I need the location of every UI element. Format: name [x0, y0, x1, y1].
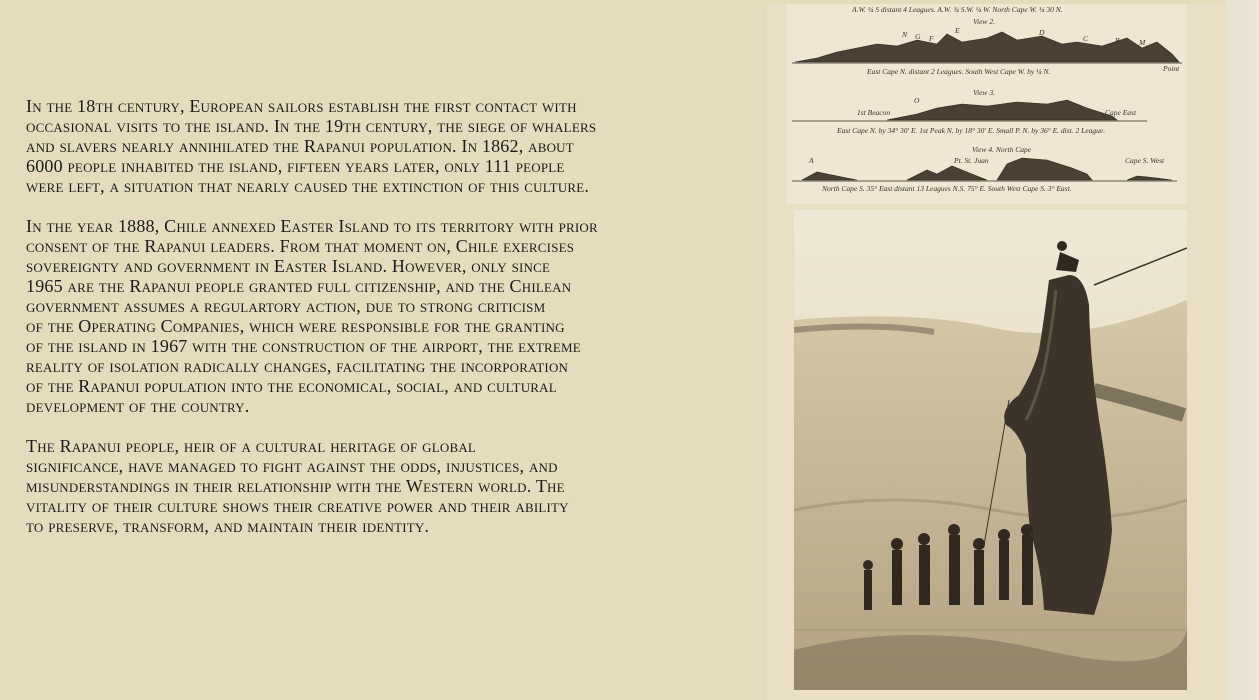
view2-caption: East Cape N. distant 2 Leagues. South West Cape W. by ¼ N. [867, 67, 1051, 76]
top-caption: A.W. ¼ S distant 4 Leagues. A.W. ¾ S.W. ¼ W. North Cape W. ¼ 30 N. [852, 5, 1063, 14]
view4-caption: North Cape S. 35° East distant 13 Leagues N.S. 75° E. South West Cape S. 3° East. [822, 184, 1072, 193]
view2-right: Point [1163, 64, 1180, 73]
view4-right: Cape S. West [1125, 156, 1165, 165]
view3-left: 1st Beacon [857, 108, 891, 117]
coastline-profiles-drawing [787, 4, 1187, 204]
view2-letter-f: F [929, 34, 934, 43]
view2-label: View 2. [973, 17, 995, 26]
paragraph-rapanui-people: The Rapanui people, heir of a cultural heritage of global significance, have managed to fight against the odds, injustices, and misunderstandings in their relationship with the Western world. The vitality of their culture shows their creative power and their ability to preserve, transform, and maintain their identity. [26, 436, 569, 536]
view2-letter-g: G [915, 32, 921, 41]
view2-letter-m: M [1139, 38, 1146, 47]
view3-right: Cape East [1105, 108, 1137, 117]
view2-letter-e: E [955, 26, 960, 35]
page-margin [1225, 0, 1259, 700]
moai-photograph [794, 210, 1187, 690]
paragraph-annexation: In the year 1888, Chile annexed Easter Island to its territory with prior consent of the Rapanui leaders. From that moment on, Chile exercises sovereignty and government in Easter Island. However, only since 1965 are the Rapanui people granted full citizenship, and the Chilean government assumes a regulartory action, due to strong criticism of the Operating Companies, which were responsible for the granting of the island in 1967 with the construction of the airport, the extreme reality of isolation radically changes, facilitating the incorporation of the Rapanui population into the economical, social, and cultural development of the country. [26, 216, 598, 416]
view2-letter-b: B [1115, 36, 1120, 45]
view2-letter-c: C [1083, 34, 1089, 43]
view4-left: A [809, 156, 814, 165]
view2-letter-d: D [1039, 28, 1045, 37]
coastal-profile-engraving [787, 4, 1187, 204]
paragraph-history: In the 18th century, European sailors establish the first contact with occasional visits to the island. In the 19th century, the siege of whalers and slavers nearly annihilated the Rapanui population. In 1862, about 6000 people inhabited the island, fifteen years later, only 111 people were left, a situation that nearly caused the extinction of this culture. [26, 96, 597, 196]
view3-letter: O [914, 96, 920, 105]
view3-label: View 3. [973, 88, 995, 97]
moai-scene [794, 210, 1187, 690]
view4-mid: Pt. St. Juan [954, 156, 989, 165]
view3-caption: East Cape N. by 34° 30' E. 1st Peak N. by 18° 30' E. Small P. N. by 36° E. dist. 2 League. [837, 126, 1106, 135]
historical-plate [767, 4, 1225, 700]
view2-letter-n: N [902, 30, 908, 39]
article-text [26, 96, 746, 556]
view4-label: View 4. North Cape [972, 145, 1032, 154]
